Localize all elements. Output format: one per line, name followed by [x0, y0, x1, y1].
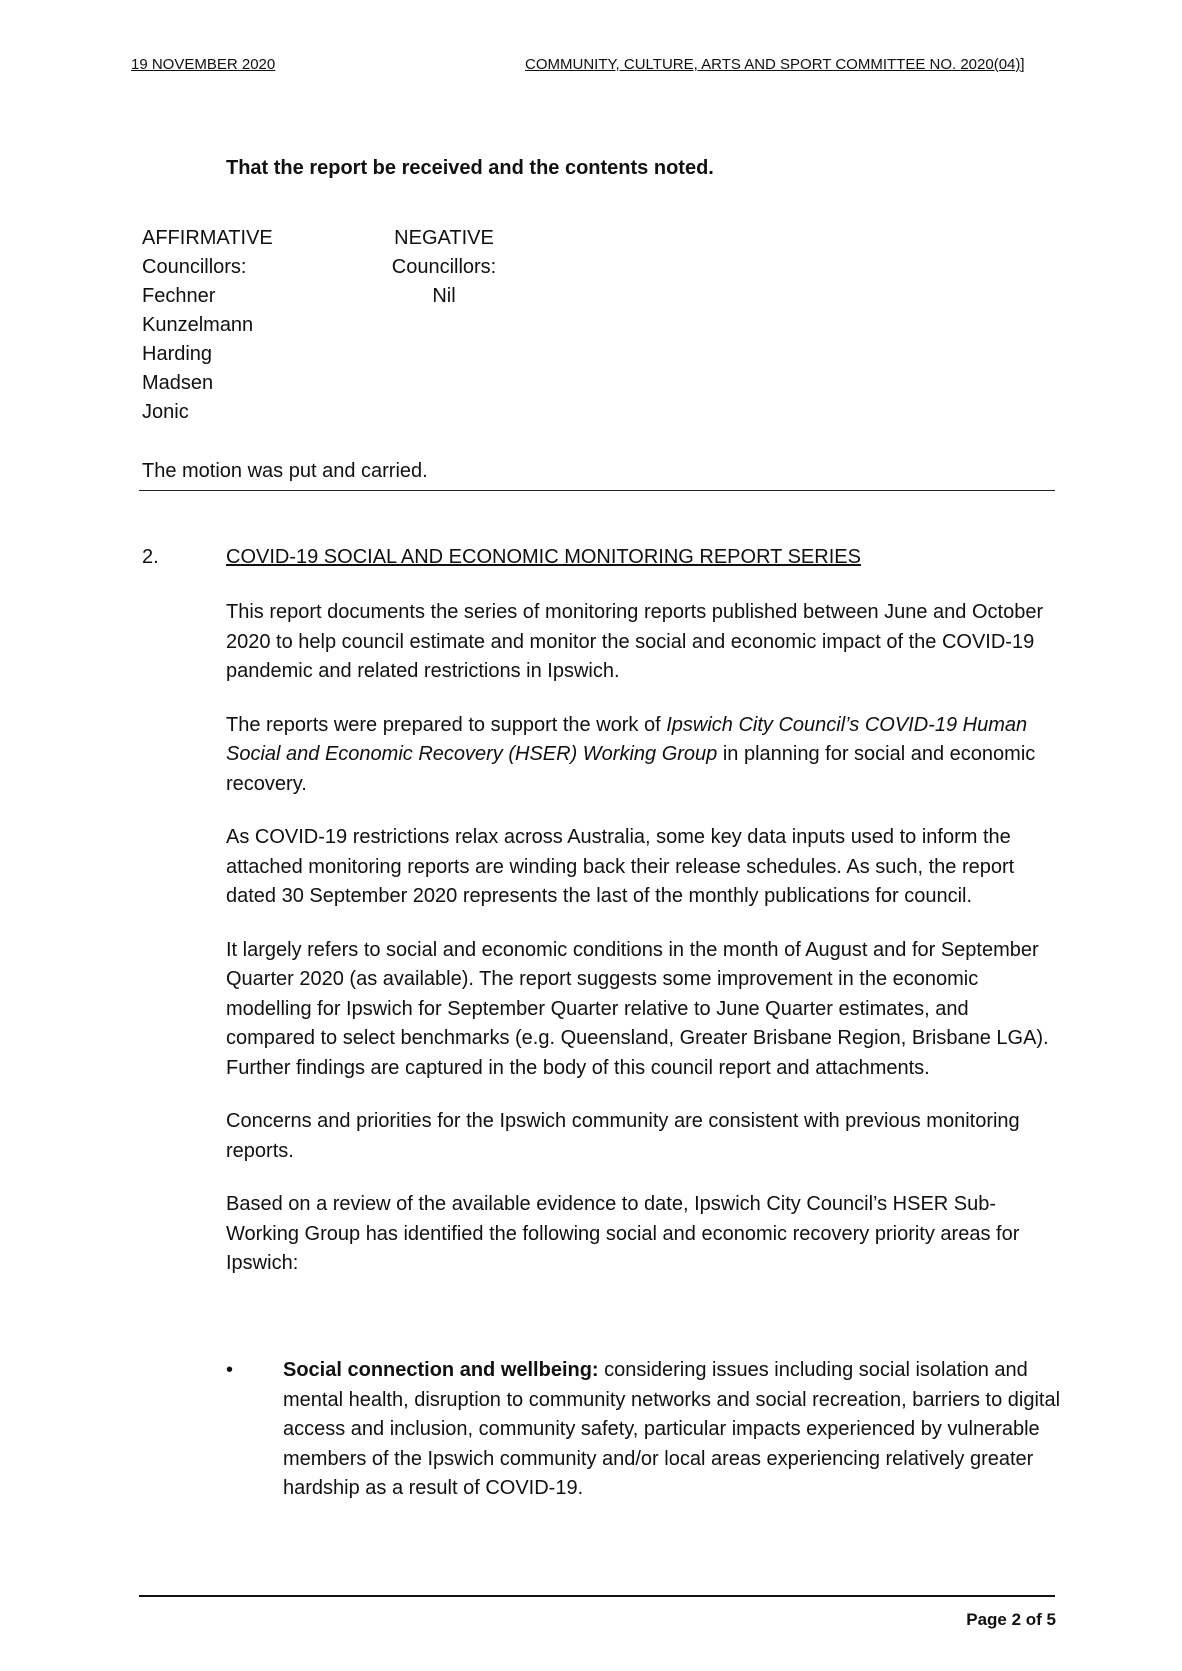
paragraph: Based on a review of the available evidence to date, Ipswich City Council’s HSER Sub-Working Group has identified the following social and economic recovery priority areas for Ipswich:: [226, 1193, 1020, 1274]
working-group-name: Ipswich City Council’s COVID-19 Human Social and Economic Recovery (HSER) Working Group: [226, 713, 1028, 765]
councillor-name: Nil: [432, 285, 456, 307]
section-divider: [139, 490, 1055, 491]
page-number: Page 2 of 5: [966, 1610, 1056, 1629]
paragraph-text: The reports were prepared to support the work of: [226, 713, 667, 736]
bullet-icon: •: [226, 1359, 234, 1381]
header-date: 19 NOVEMBER 2020: [131, 56, 276, 73]
affirmative-votes: [142, 224, 273, 427]
affirmative-heading: AFFIRMATIVE: [142, 227, 273, 249]
header-committee: COMMUNITY, CULTURE, ARTS AND SPORT COMMITTEE NO. 2020(04)]: [525, 56, 1025, 73]
resolution-text: That the report be received and the contents noted.: [226, 157, 714, 179]
paragraph: [226, 711, 1061, 800]
motion-result: The motion was put and carried.: [142, 460, 428, 482]
negative-subheading: Councillors:: [391, 256, 497, 278]
negative-heading: NEGATIVE: [394, 227, 494, 249]
priority-text: [283, 1356, 1061, 1504]
affirmative-subheading: Councillors:: [142, 256, 247, 278]
negative-votes: [380, 224, 508, 311]
paragraph: Concerns and priorities for the Ipswich community are consistent with previous monitoring reports.: [226, 1110, 1020, 1162]
priority-description: considering issues including social isolation and mental health, disruption to community networks and social recreation, barriers to digital access and inclusion, community safety, particular impacts experienced by vulnerable members of the Ipswich community and/or local areas experiencing relatively greater hardship as a result of COVID-19.: [283, 1359, 1061, 1499]
councillor-name: Fechner: [142, 285, 216, 307]
footer-divider: [139, 1595, 1055, 1597]
paragraph: As COVID-19 restrictions relax across Australia, some key data inputs used to inform the attached monitoring reports are winding back their release schedules. As such, the report dated 30 September 2020 represents the last of the monthly publications for council.: [226, 826, 1015, 907]
item-body: [226, 598, 1061, 1303]
councillor-name: Kunzelmann: [142, 314, 254, 336]
councillor-name: Madsen: [142, 372, 214, 394]
paragraph-text: in planning for social and economic recovery.: [226, 743, 1036, 795]
item-number: 2.: [142, 546, 159, 568]
priority-label: Social connection and wellbeing:: [283, 1359, 599, 1381]
paragraph: This report documents the series of monitoring reports published between June and October 2020 to help council estimate and monitor the social and economic impact of the COVID-19 pandemic and related restrictions in Ipswich.: [226, 601, 1044, 682]
councillor-name: Harding: [142, 343, 213, 365]
councillor-name: Jonic: [142, 401, 189, 423]
item-title: COVID-19 SOCIAL AND ECONOMIC MONITORING REPORT SERIES: [226, 546, 861, 568]
paragraph: It largely refers to social and economic conditions in the month of August and for September Quarter 2020 (as available). The report suggests some improvement in the economic modelling for Ipswich for September Quarter relative to June Quarter estimates, and compared to select benchmarks (e.g. Queensland, Greater Brisbane Region, Brisbane LGA). Further findings are captured in the body of this council report and attachments.: [226, 938, 1049, 1079]
